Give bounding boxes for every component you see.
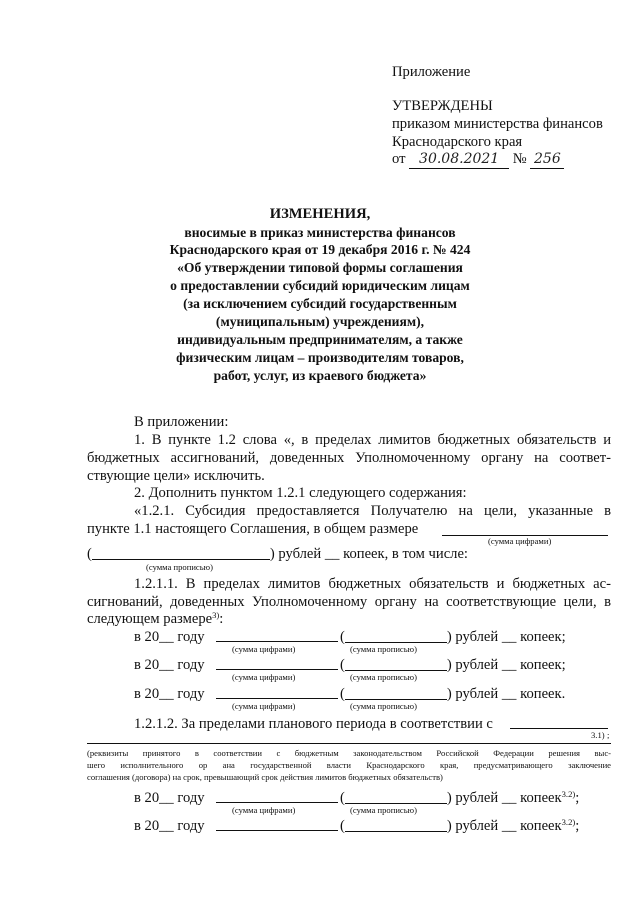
year-row-1-words: ( ) рублей __ копеек; xyxy=(340,629,566,645)
paragraph-1-line-3: ствующие цели» исключить. xyxy=(87,468,265,484)
title-line-3: «Об утверждении типовой формы соглашения xyxy=(177,260,463,275)
title-line-4: о предоставлении субсидий юридическим лицам xyxy=(170,278,470,293)
total-sum-words-blank[interactable] xyxy=(92,545,270,560)
date-prefix: от xyxy=(392,151,406,167)
year-row-2-digits-blank[interactable] xyxy=(216,669,338,670)
footnote-mark-3: 3) xyxy=(212,610,220,620)
paragraph-4-line-3-text: следующем размере xyxy=(87,611,213,627)
rubles-including-text: ) рублей __ копеек, в том числе: xyxy=(269,546,468,562)
year-row-3-rubles: ) рублей __ копеек. xyxy=(446,686,566,702)
year-row-1-words-caption: (сумма прописью) xyxy=(350,644,417,654)
paragraph-4-line-2: сигнований, доведенных Уполномоченному органу на соответствующие цели, в xyxy=(87,594,611,610)
year-row-1-digits-blank[interactable] xyxy=(216,641,338,642)
title-line-8: физическим лицам – производителям товаров, xyxy=(176,350,464,365)
year-row-5-words: ( ) рублей __ копеек$^{3.2)}$; xyxy=(340,817,580,834)
year-row-4-words: ( ) рублей __ копеек$^{3.2)}$; xyxy=(340,789,580,806)
year-row-1-rubles: ) рублей __ копеек; xyxy=(446,629,566,645)
requisites-blank-line[interactable] xyxy=(87,743,611,744)
order-date-line xyxy=(392,150,564,169)
year-row-3-words-caption: (сумма прописью) xyxy=(350,701,417,711)
requisites-note-line-1: (реквизиты принятого в соответствии с бюджетным законодательством Российской Федерации решения выс- xyxy=(87,748,611,758)
year-row-4-rubles: ) рублей __ копеек xyxy=(446,790,562,806)
paragraph-5-blank[interactable] xyxy=(510,728,608,729)
year-row-1-label: в 20__ году xyxy=(134,629,205,645)
requisites-note-line-2: шего исполнительного ор ана государственной власти Краснодарского края, предусматривающего заключение xyxy=(87,760,611,770)
year-row-1-words-blank[interactable] xyxy=(345,628,447,643)
year-row-4-words-caption: (сумма прописью) xyxy=(350,805,417,815)
paragraph-5: 1.2.1.2. За пределами планового периода в соответствии с xyxy=(134,716,493,732)
year-row-5-rubles: ) рублей __ копеек xyxy=(446,818,562,834)
year-row-5-label: в 20__ году xyxy=(134,818,205,834)
paragraph-3-line-1: «1.2.1. Субсидия предоставляется Получателю на цели, указанные в xyxy=(134,503,611,519)
year-row-2-words-blank[interactable] xyxy=(345,656,447,671)
paragraph-4-line-3: следующем размере$^{3)}$: xyxy=(87,610,224,627)
year-row-1-digits-caption: (сумма цифрами) xyxy=(232,644,296,654)
year-row-3-label: в 20__ году xyxy=(134,686,205,702)
paragraph-2: 2. Дополнить пунктом 1.2.1 следующего содержания: xyxy=(134,485,467,501)
intro-paragraph: В приложении: xyxy=(134,414,229,430)
year-row-3-words-blank[interactable] xyxy=(345,685,447,700)
semicolon-mark: ; xyxy=(607,730,610,740)
number-prefix: № xyxy=(512,151,527,167)
year-row-4-label: в 20__ году xyxy=(134,790,205,806)
year-row-2-rubles: ) рублей __ копеек; xyxy=(446,657,566,673)
requisites-note-line-3: соглашения (договора) на срок, превышающий срок действия лимитов бюджетных обязательств) xyxy=(87,772,443,782)
title-line-9: работ, услуг, из краевого бюджета» xyxy=(213,368,427,383)
year-row-5-digits-blank[interactable] xyxy=(216,830,338,831)
footnote-mark-3-2-b: 3.2) xyxy=(561,817,576,827)
handwritten-date: 30.08.2021 xyxy=(409,150,509,169)
year-row-3-digits-caption: (сумма цифрами) xyxy=(232,701,296,711)
footnote-mark-3-1: 3.1) xyxy=(591,730,605,740)
title-line-6: (муниципальным) учреждениям), xyxy=(215,314,425,329)
title-line-1: вносимые в приказ министерства финансов xyxy=(184,225,456,240)
title-line-7: индивидуальным предпринимателям, а также xyxy=(177,332,463,347)
total-sum-words-line: ( ) рублей __ копеек, в том числе: xyxy=(87,546,468,562)
total-sum-digits-caption: (сумма цифрами) xyxy=(488,536,552,546)
order-line-2: Краснодарского края xyxy=(392,134,523,150)
total-sum-words-caption: (сумма прописью) xyxy=(146,562,213,572)
paragraph-1-line-1: 1. В пункте 1.2 слова «, в пределах лимитов бюджетных обязательств и xyxy=(134,432,611,448)
handwritten-number: 256 xyxy=(530,150,564,169)
year-row-4-words-blank[interactable] xyxy=(345,789,447,804)
year-row-2-words: ( ) рублей __ копеек; xyxy=(340,657,566,673)
approved-label: УТВЕРЖДЕНЫ xyxy=(392,98,493,114)
paragraph-3-line-2: пункте 1.1 настоящего Соглашения, в общем размере xyxy=(87,521,419,537)
document-heading: ИЗМЕНЕНИЯ, xyxy=(269,206,371,222)
title-line-2: Краснодарского края от 19 декабря 2016 г. № 424 xyxy=(169,242,471,257)
year-row-2-label: в 20__ году xyxy=(134,657,205,673)
year-row-3-digits-blank[interactable] xyxy=(216,698,338,699)
paragraph-1-line-2: бюджетных ассигнований, доведенных Уполномоченному органу на соответ- xyxy=(87,450,611,466)
year-row-5-words-blank[interactable] xyxy=(345,817,447,832)
paragraph-4-line-1: 1.2.1.1. В пределах лимитов бюджетных обязательств и бюджетных ас- xyxy=(134,576,611,592)
year-row-2-digits-caption: (сумма цифрами) xyxy=(232,672,296,682)
title-line-5: (за исключением субсидий государственным xyxy=(183,296,457,311)
footnote-mark-3-2: 3.2) xyxy=(561,789,576,799)
appendix-label: Приложение xyxy=(392,64,471,80)
year-row-4-digits-caption: (сумма цифрами) xyxy=(232,805,296,815)
year-row-3-words: ( ) рублей __ копеек. xyxy=(340,686,566,702)
year-row-2-words-caption: (сумма прописью) xyxy=(350,672,417,682)
year-row-4-digits-blank[interactable] xyxy=(216,802,338,803)
order-line-1: приказом министерства финансов xyxy=(392,116,603,132)
